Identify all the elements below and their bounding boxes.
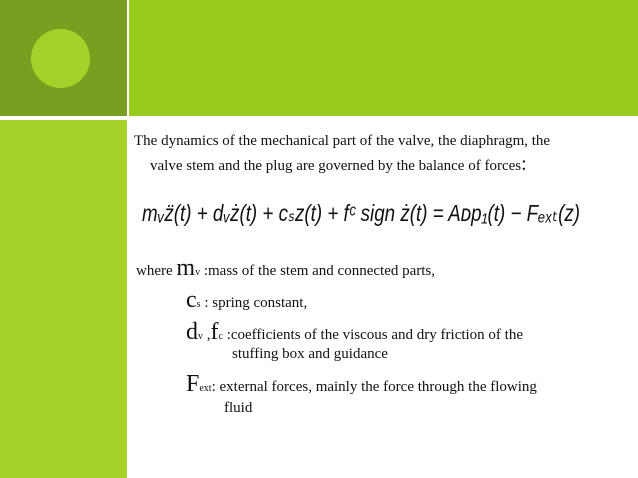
dv-fc-description: :coefficients of the viscous and dry friction of the [226, 327, 524, 343]
fc-subscript: c [218, 331, 223, 342]
definition-cs [186, 288, 307, 312]
fext-description-continued: fluid [224, 400, 253, 416]
cs-subscript: s [196, 299, 201, 310]
top-accent-band [127, 0, 638, 116]
mv-subscript: v [195, 267, 201, 278]
cs-description: : spring constant, [204, 295, 308, 311]
force-balance-equation [142, 192, 582, 232]
fc-symbol: f [210, 319, 219, 345]
fext-subscript: ext [199, 383, 212, 394]
dv-subscript: v [198, 331, 203, 342]
intro-line-2 [134, 153, 634, 178]
definition-fext [186, 372, 537, 396]
fext-symbol: F [186, 371, 200, 397]
fc-separator: , [203, 327, 211, 343]
intro-colon: : [521, 153, 527, 175]
intro-line-1: The dynamics of the mechanical part of the valve, the diaphragm, the [134, 133, 551, 149]
mv-description: :mass of the stem and connected parts, [203, 263, 436, 279]
equation-text: mᵥz̈(t) + dᵥż(t) + cₛz(t) + fᶜ sign ż(t) = Aᴅp₁(t) − Fₑₓₜ(z) [142, 200, 580, 226]
header-divider [0, 116, 638, 120]
header-vertical-divider [127, 0, 129, 116]
cs-symbol: c [186, 287, 197, 313]
dv-fc-description-continued: stuffing box and guidance [232, 346, 388, 362]
where-label: where [136, 263, 173, 279]
dv-symbol: d [186, 319, 198, 345]
definition-mv [136, 256, 435, 280]
intro-paragraph [134, 130, 634, 178]
fext-description: : external forces, mainly the force through the flowing [211, 379, 537, 395]
mv-symbol: m [176, 255, 196, 281]
intro-line-2-text: valve stem and the plug are governed by the balance of forces [150, 158, 522, 174]
definition-dv-fc [186, 320, 523, 344]
decorative-circle [31, 29, 90, 88]
